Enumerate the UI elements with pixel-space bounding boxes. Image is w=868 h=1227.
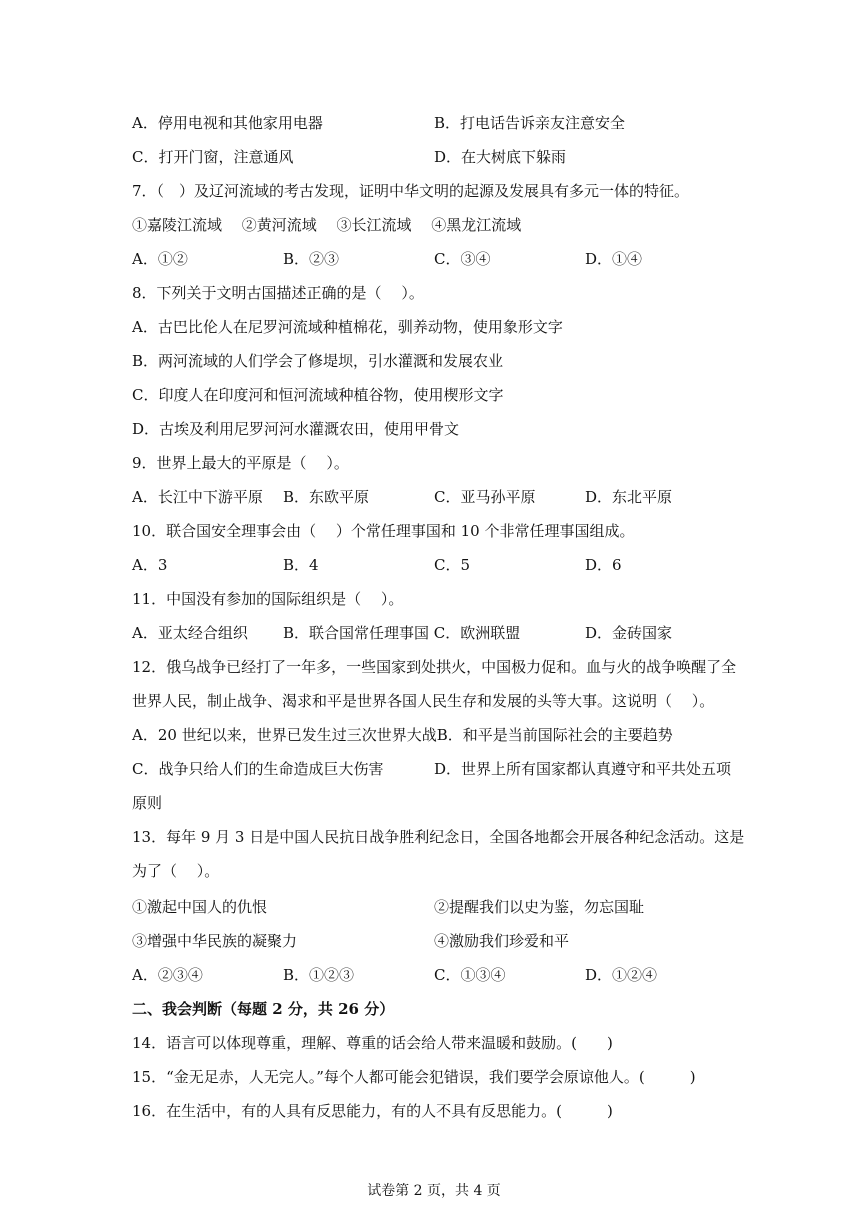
q6-opts-2-col-0: C．打开门窗，注意通风 xyxy=(132,148,294,166)
q7-items-text: ①嘉陵江流域 ②黄河流域 ③长江流域 ④黑龙江流域 xyxy=(132,216,522,234)
q13-items-1-col-0: ①激起中国人的仇恨 xyxy=(132,898,268,916)
q13-opts-col-1: B．①②③ xyxy=(283,966,355,984)
q11-opts-col-1: B．联合国常任理事国 C．欧洲联盟 xyxy=(283,624,521,642)
q8-text: 8．下列关于文明古国描述正确的是（ ）。 xyxy=(132,284,424,302)
q7-text: 7．（ ）及辽河流域的考古发现，证明中华文明的起源及发展具有多元一体的特征。 xyxy=(132,182,690,200)
q12-opts-2-col-0: C．战争只给人们的生命造成巨大伤害 xyxy=(132,760,384,778)
sec2-text: 二、我会判断（每题 2 分，共 26 分） xyxy=(132,1000,395,1018)
q7-opts-col-0: A．①② xyxy=(132,250,188,268)
q16-text: 16．在生活中，有的人具有反思能力，有的人不具有反思能力。( ) xyxy=(132,1102,613,1120)
q9-opts-col-1: B．东欧平原 xyxy=(283,488,370,506)
q12-opts-3-text: 原则 xyxy=(132,794,163,812)
q11-opts-col-0: A．亚太经合组织 xyxy=(132,624,248,642)
q9-opts-col-3: D．东北平原 xyxy=(585,488,673,506)
page-footer: 试卷第 2 页，共 4 页 xyxy=(367,1183,501,1199)
q12-opts-2-col-1: D．世界上所有国家都认真遵守和平共处五项 xyxy=(434,760,732,778)
q14-text: 14．语言可以体现尊重，理解、尊重的话会给人带来温暖和鼓励。( ) xyxy=(132,1034,613,1052)
q7-opts-col-2: C．③④ xyxy=(434,250,491,268)
q9-opts-col-0: A．长江中下游平原 xyxy=(132,488,263,506)
q13-items-2-col-1: ④激励我们珍爱和平 xyxy=(434,932,570,950)
q13-items-1-col-1: ②提醒我们以史为鉴，勿忘国耻 xyxy=(434,898,645,916)
q9-text: 9．世界上最大的平原是（ ）。 xyxy=(132,454,349,472)
q8-d-text: D．古埃及利用尼罗河河水灌溉农田，使用甲骨文 xyxy=(132,420,460,438)
q11-opts-col-3: D．金砖国家 xyxy=(585,624,673,642)
q13-opts-col-2: C．①③④ xyxy=(434,966,506,984)
q13-1-text: 13．每年 9 月 3 日是中国人民抗日战争胜利纪念日，全国各地都会开展各种纪念活动。这是 xyxy=(132,828,745,846)
q10-opts-col-2: C．5 xyxy=(434,556,471,574)
q6-opts-1-col-1: B．打电话告诉亲友注意安全 xyxy=(434,114,626,132)
q7-opts-col-3: D．①④ xyxy=(585,250,643,268)
q10-text: 10．联合国安全理事会由（ ）个常任理事国和 10 个非常任理事国组成。 xyxy=(132,522,635,540)
q11-text: 11．中国没有参加的国际组织是（ ）。 xyxy=(132,590,404,608)
q6-opts-2-col-1: D．在大树底下躲雨 xyxy=(434,148,567,166)
q15-text: 15．“金无足赤，人无完人。”每个人都可能会犯错误，我们要学会原谅他人。( ) xyxy=(132,1068,696,1086)
q12-1-text: 12．俄乌战争已经打了一年多，一些国家到处拱火，中国极力促和。血与火的战争唤醒了全 xyxy=(132,658,737,676)
q8-c-text: C．印度人在印度河和恒河流域种植谷物，使用楔形文字 xyxy=(132,386,504,404)
q10-opts-col-3: D．6 xyxy=(585,556,622,574)
q13-opts-col-0: A．②③④ xyxy=(132,966,203,984)
q6-opts-1-col-0: A．停用电视和其他家用电器 xyxy=(132,114,323,132)
q13-opts-col-3: D．①②④ xyxy=(585,966,658,984)
q10-opts-col-0: A．3 xyxy=(132,556,168,574)
q13-2-text: 为了（ ）。 xyxy=(132,862,220,880)
q9-opts-col-2: C．亚马孙平原 xyxy=(434,488,536,506)
q8-a-text: A．古巴比伦人在尼罗河流域种植棉花，驯养动物，使用象形文字 xyxy=(132,318,563,336)
q13-items-2-col-0: ③增强中华民族的凝聚力 xyxy=(132,932,298,950)
q12-opts-1-col-0: A．20 世纪以来，世界已发生过三次世界大战B．和平是当前国际社会的主要趋势 xyxy=(132,726,673,744)
q12-2-text: 世界人民，制止战争、渴求和平是世界各国人民生存和发展的头等大事。这说明（ ）。 xyxy=(132,692,715,710)
q7-opts-col-1: B．②③ xyxy=(283,250,340,268)
q10-opts-col-1: B．4 xyxy=(283,556,319,574)
q8-b-text: B．两河流域的人们学会了修堤坝，引水灌溉和发展农业 xyxy=(132,352,504,370)
